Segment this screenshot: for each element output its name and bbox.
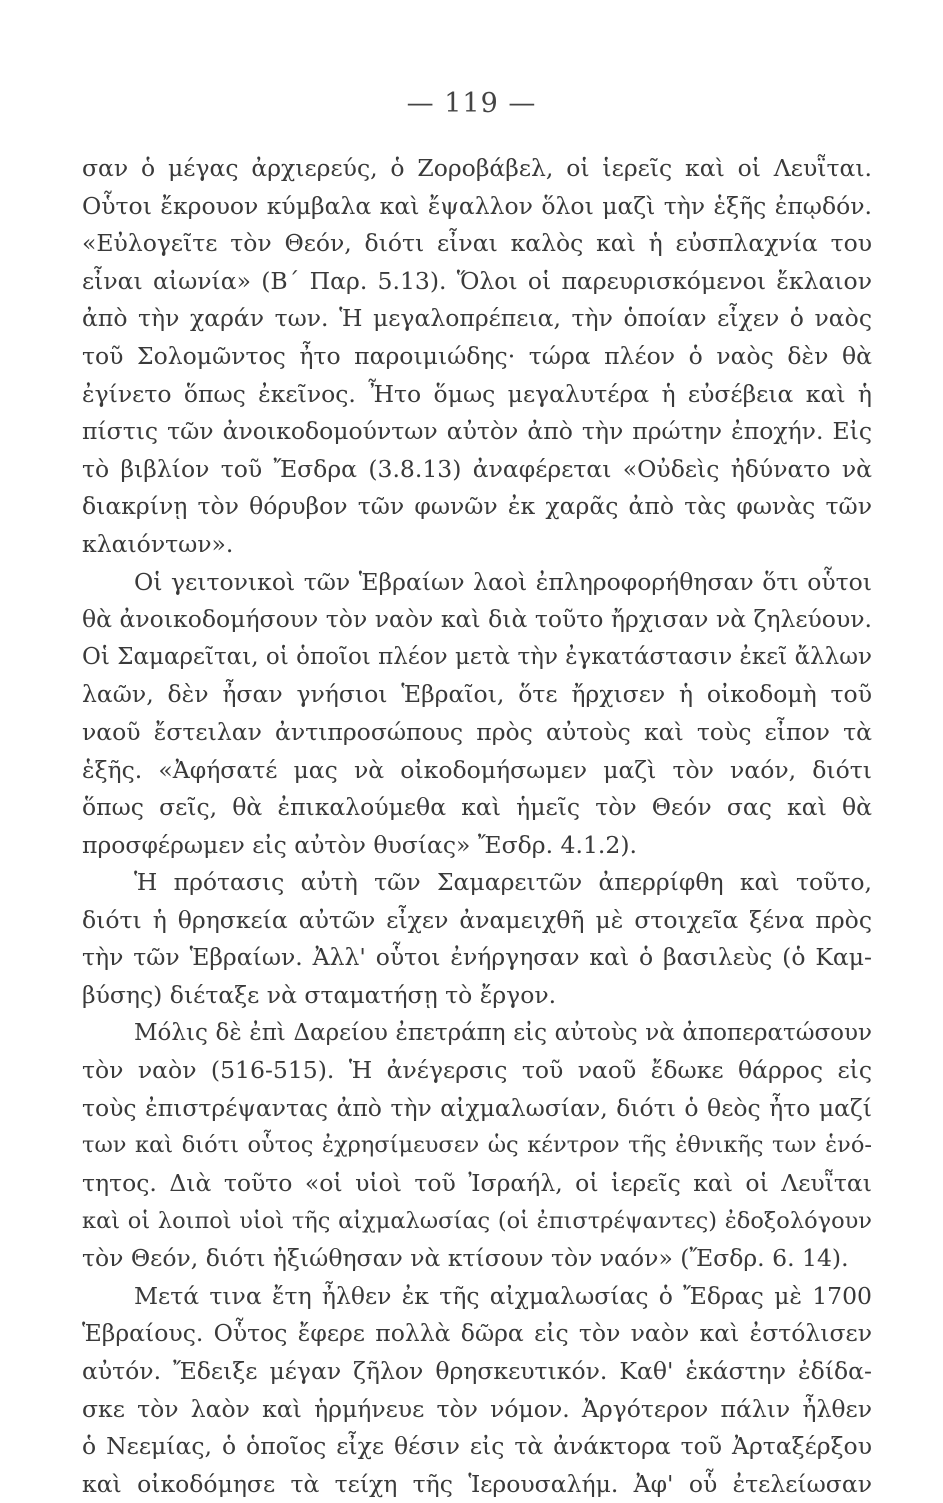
text-line: προσφέρωμεν εἰς αὐτὸν θυσίας» Ἔσδρ. 4.1.2). [82, 830, 637, 859]
text-line: εἶναι αἰωνία» (Β΄ Παρ. 5.13). Ὅλοι οἱ παρευρισκόμενοι ἔκλαιον [82, 266, 872, 295]
text-line: ἐγίνετο ὅπως ἐκεῖνος. Ἦτο ὅμως μεγαλυτέρα ἡ εὐσέβεια καὶ ἡ [82, 379, 872, 408]
text-line: τητος. Διὰ τοῦτο «οἱ υἱοὶ τοῦ Ἰσραήλ, οἱ ἱερεῖς καὶ οἱ Λευῗται [82, 1169, 872, 1198]
text-line: σκε τὸν λαὸν καὶ ἡρμήνευε τὸν νόμον. Ἀργότερον πάλιν ἦλθεν [82, 1394, 872, 1423]
text-line: σαν ὁ μέγας ἀρχιερεύς, ὁ Ζοροβάβελ, οἱ ἱερεῖς καὶ οἱ Λευῗται. [82, 154, 872, 182]
text-line: Οἱ γειτονικοὶ τῶν Ἑβραίων λαοὶ ἐπληροφορήθησαν ὅτι οὗτοι [134, 567, 872, 596]
text-line: «Εὐλογεῖτε τὸν Θεόν, διότι εἶναι καλὸς καὶ ἡ εὐσπλαχνία του [82, 229, 872, 258]
text-line: Μετά τινα ἔτη ἦλθεν ἐκ τῆς αἰχμαλωσίας ὁ Ἔδρας μὲ 1700 [134, 1281, 872, 1310]
text-line: διότι ἡ θρησκεία αὐτῶν εἶχεν ἀναμειχθῆ μὲ στοιχεῖα ξένα πρὸς [82, 905, 872, 934]
body-text [82, 150, 872, 1503]
text-line: ὅπως σεῖς, θὰ ἐπικαλούμεθα καὶ ἡμεῖς τὸν Θεόν σας καὶ θὰ [82, 793, 872, 822]
text-line: αὐτόν. Ἔδειξε μέγαν ζῆλον θρησκευτικόν. Καθ' ἑκάστην ἐδίδα- [82, 1357, 872, 1385]
text-line: διακρίνῃ τὸν θόρυβον τῶν φωνῶν ἐκ χαρᾶς ἀπὸ τὰς φωνὰς τῶν [82, 492, 872, 521]
text-line: τοῦ Σολομῶντος ἦτο παροιμιώδης· τώρα πλέον ὁ ναὸς δὲν θὰ [82, 341, 872, 370]
text-line: καὶ οἰκοδόμησε τὰ τείχη τῆς Ἱερουσαλήμ. Ἀφ' οὗ ἐτελείωσαν [82, 1469, 872, 1498]
text-line: Οὗτοι ἔκρουον κύμβαλα καὶ ἔψαλλον ὅλοι μαζὶ τὴν ἑξῆς ἐπῳδόν. [82, 191, 872, 220]
text-line: των καὶ διότι οὗτος ἐχρησίμευσεν ὡς κέντρον τῆς ἐθνικῆς των ἑνό- [82, 1132, 872, 1159]
text-line: τὴν τῶν Ἑβραίων. Ἀλλ' οὗτοι ἐνήργησαν καὶ ὁ βασιλεὺς (ὁ Καμ- [82, 943, 872, 972]
text-line: λαῶν, δὲν ἦσαν γνήσιοι Ἑβραῖοι, ὅτε ἤρχισεν ἡ οἰκοδομὴ τοῦ [82, 680, 872, 709]
text-line: Οἱ Σαμαρεῖται, οἱ ὁποῖοι πλέον μετὰ τὴν ἐγκατάστασιν ἐκεῖ ἄλλων [82, 643, 872, 670]
text-line: θὰ ἀνοικοδομήσουν τὸν ναὸν καὶ διὰ τοῦτο ἤρχισαν νὰ ζηλεύουν. [82, 605, 872, 634]
text-line: τὸν Θεόν, διότι ἠξιώθησαν νὰ κτίσουν τὸν ναόν» (Ἔσδρ. 6. 14). [82, 1244, 849, 1273]
text-line: κλαιόντων». [82, 529, 234, 558]
text-line: πίστις τῶν ἀνοικοδομούντων αὐτὸν ἀπὸ τὴν πρώτην ἐποχήν. Εἰς [82, 417, 872, 446]
text-line: Ἑβραίους. Οὗτος ἔφερε πολλὰ δῶρα εἰς τὸν ναὸν καὶ ἐστόλισεν [82, 1319, 872, 1348]
text-line: καὶ οἱ λοιποὶ υἱοὶ τῆς αἰχμαλωσίας (οἱ ἐπιστρέψαντες) ἐδοξολόγουν [82, 1207, 872, 1234]
text-line: Μόλις δὲ ἐπὶ Δαρείου ἐπετράπη εἰς αὐτοὺς νὰ ἀποπερατώσουν [134, 1019, 872, 1046]
text-line: ἑξῆς. «Ἀφήσατέ μας νὰ οἰκοδομήσωμεν μαζὶ τὸν ναόν, διότι [82, 755, 872, 784]
text-line: ὁ Νεεμίας, ὁ ὁποῖος εἶχε θέσιν εἰς τὰ ἀνάκτορα τοῦ Ἀρταξέρξου [82, 1432, 872, 1461]
text-line: τοὺς ἐπιστρέψαντας ἀπὸ τὴν αἰχμαλωσίαν, διότι ὁ θεὸς ἦτο μαζί [82, 1093, 872, 1122]
text-line: τὸ βιβλίον τοῦ Ἔσδρα (3.8.13) ἀναφέρεται «Οὐδεὶς ἠδύνατο νὰ [82, 454, 872, 483]
text-line: ναοῦ ἔστειλαν ἀντιπροσώπους πρὸς αὐτοὺς καὶ τοὺς εἶπον τὰ [82, 717, 872, 746]
text-line: ἀπὸ τὴν χαράν των. Ἡ μεγαλοπρέπεια, τὴν ὁποίαν εἶχεν ὁ ναὸς [82, 304, 872, 333]
page-number: — 119 — [406, 88, 537, 119]
text-line: βύσης) διέταξε νὰ σταματήσῃ τὸ ἔργον. [82, 981, 557, 1010]
text-line: Ἡ πρότασις αὐτὴ τῶν Σαμαρειτῶν ἀπερρίφθη καὶ τοῦτο, [134, 868, 872, 897]
text-line: τὸν ναὸν (516-515). Ἡ ἀνέγερσις τοῦ ναοῦ ἔδωκε θάρρος εἰς [82, 1056, 872, 1085]
